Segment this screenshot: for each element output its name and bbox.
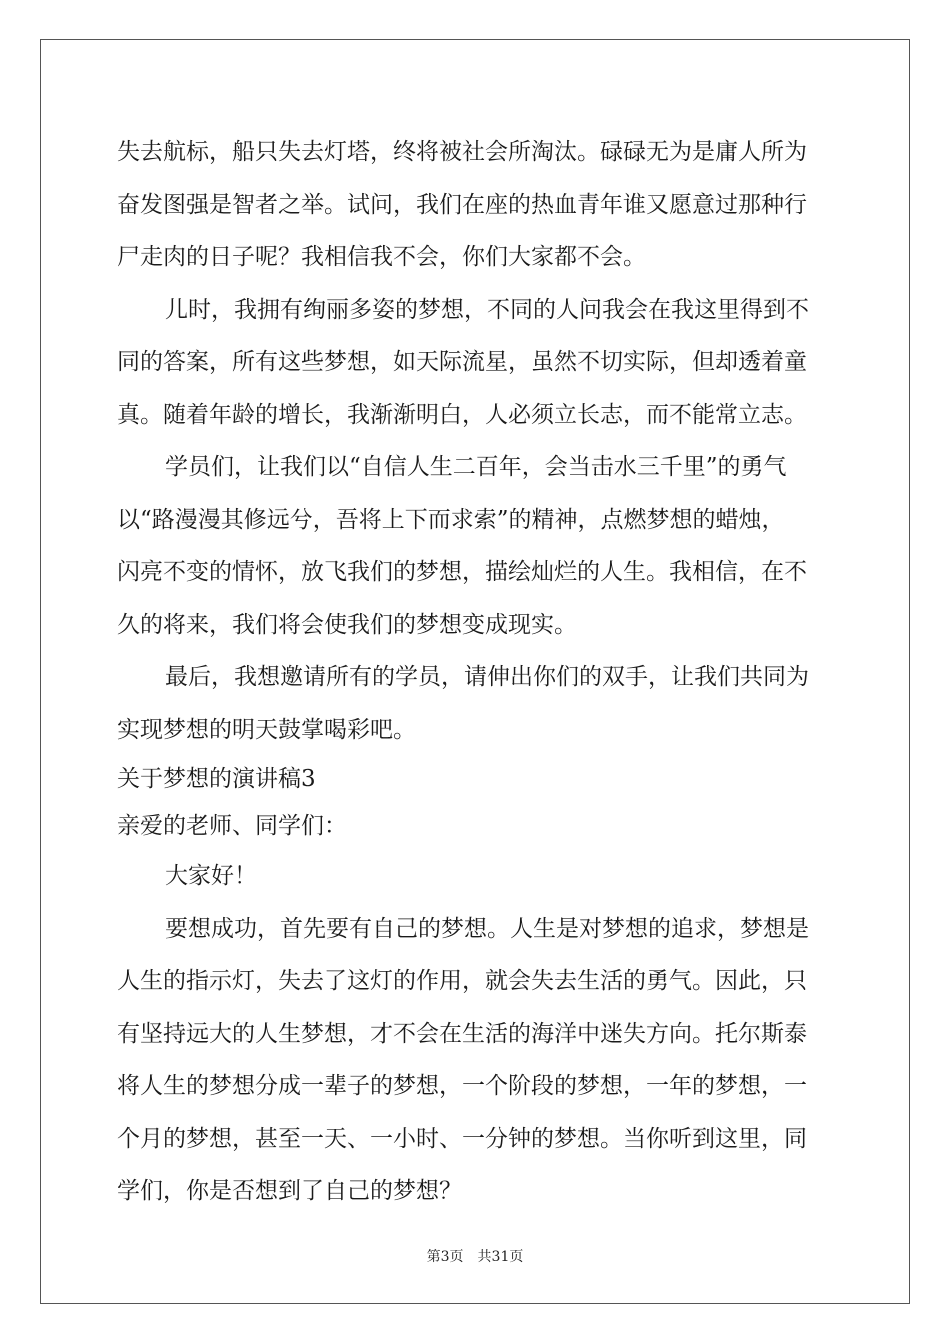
text-line: 同的答案，所有这些梦想，如天际流星，虽然不切实际，但却透着童 [117, 349, 807, 375]
text-line: 个月的梦想，甚至一天、一小时、一分钟的梦想。当你听到这里，同 [117, 1125, 807, 1152]
text-line: 闪亮不变的情怀，放飞我们的梦想，描绘灿烂的人生。我相信，在不 [117, 559, 807, 585]
page-footer [0, 1246, 950, 1266]
text-line: 以“路漫漫其修远兮，吾将上下而求索”的精神，点燃梦想的蜡烛， [117, 506, 785, 533]
text-line: 尸走肉的日子呢？我相信我不会，你们大家都不会。 [117, 244, 646, 270]
document-body [117, 126, 837, 1218]
section-title: 关于梦想的演讲稿3 [117, 766, 316, 792]
paragraph-start-line: 要想成功，首先要有自己的梦想。人生是对梦想的追求，梦想是 [165, 915, 809, 942]
text-line: 奋发图强是智者之举。试问，我们在座的热血青年谁又愿意过那种行 [117, 191, 807, 218]
text-line: 将人生的梦想分成一辈子的梦想，一个阶段的梦想，一年的梦想，一 [117, 1073, 807, 1099]
paragraph-start-line: 儿时，我拥有绚丽多姿的梦想，不同的人问我会在我这里得到不 [165, 296, 809, 323]
paragraph-start-line: 学员们，让我们以“自信人生二百年，会当击水三千里”的勇气 [165, 454, 787, 480]
text-line: 人生的指示灯，失去了这灯的作用，就会失去生活的勇气。因此，只 [117, 968, 807, 994]
total-pages: 共31页 [477, 1249, 524, 1265]
text-line: 有坚持远大的人生梦想，才不会在生活的海洋中迷失方向。托尔斯泰 [117, 1020, 807, 1047]
greeting: 大家好！ [165, 863, 257, 889]
text-line: 真。随着年龄的增长，我渐渐明白，人必须立长志，而不能常立志。 [117, 401, 807, 428]
paragraph-start-line: 最后，我想邀请所有的学员，请伸出你们的双手，让我们共同为 [165, 664, 809, 690]
page-number: 第3页 [426, 1249, 464, 1265]
text-line: 久的将来，我们将会使我们的梦想变成现实。 [117, 611, 577, 638]
text-line: 失去航标，船只失去灯塔，终将被社会所淘汰。碌碌无为是庸人所为 [117, 139, 807, 165]
text-line: 实现梦想的明天鼓掌喝彩吧。 [117, 716, 416, 743]
salutation: 亲爱的老师、同学们： [117, 813, 347, 839]
text-line: 学们，你是否想到了自己的梦想？ [117, 1178, 462, 1204]
